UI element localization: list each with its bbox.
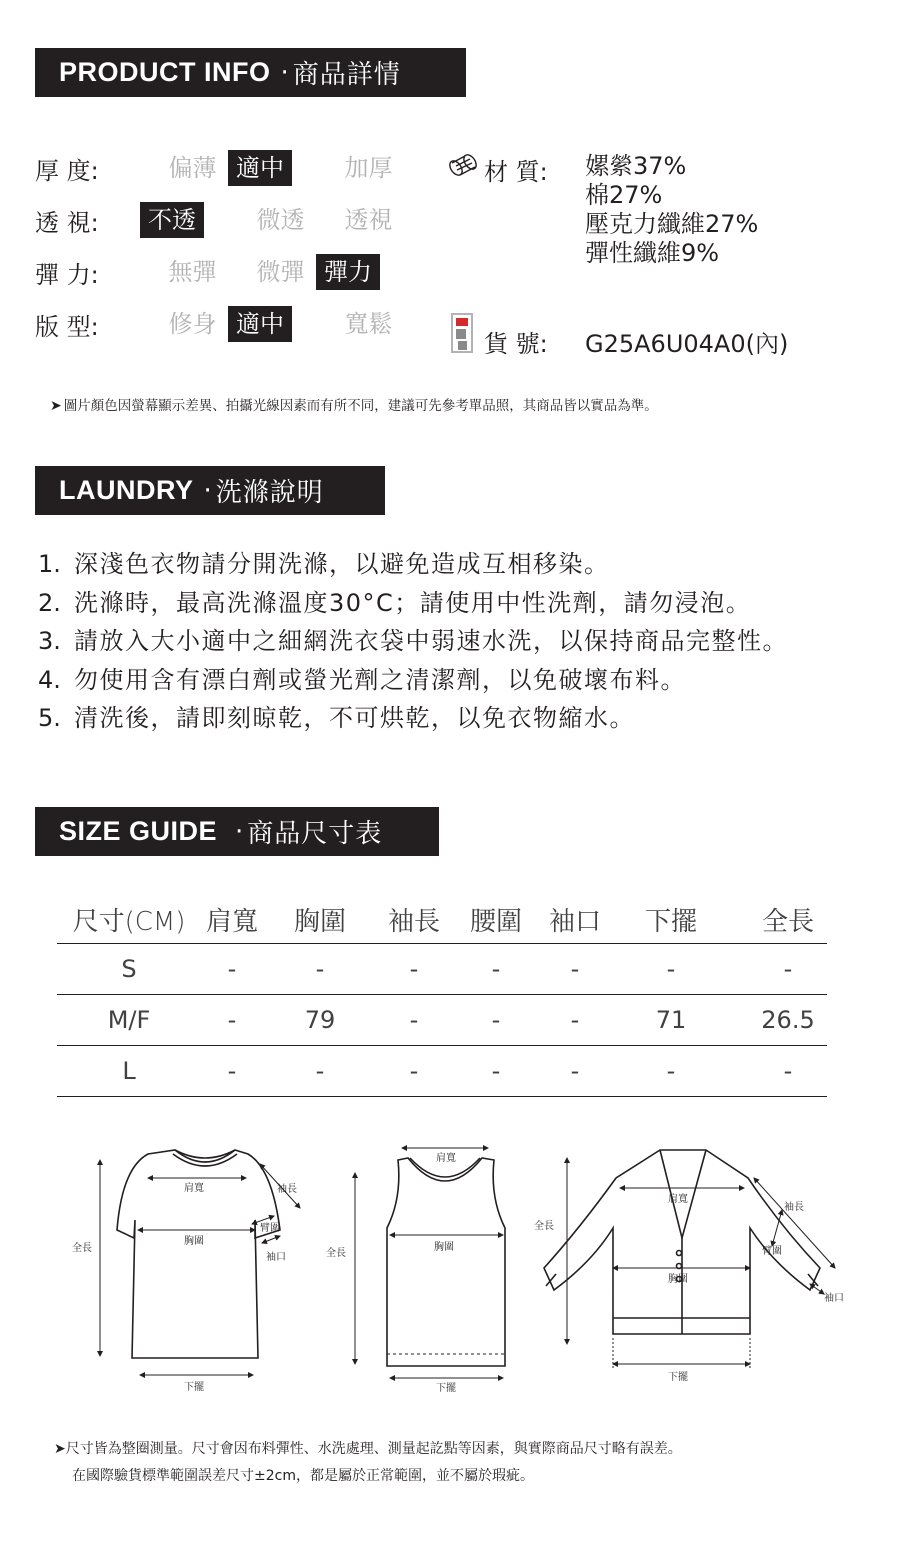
label-shoulder: 肩寬 [436, 1153, 456, 1164]
table-cell: - [315, 1057, 325, 1085]
table-header-cell: 下擺 [644, 906, 697, 937]
attribute-option: 加厚 [344, 154, 393, 182]
label-sleeve: 袖長 [784, 1202, 804, 1213]
sku-label: 貨 號: [484, 330, 548, 358]
label-bust: 胸圍 [184, 1236, 204, 1247]
table-cell: - [227, 955, 237, 983]
laundry-item [38, 548, 788, 587]
label-length: 全長 [72, 1243, 92, 1254]
header-title-en: SIZE GUIDE [59, 816, 218, 846]
header-dot: · [203, 475, 212, 506]
table-header-cell: 胸圍 [293, 906, 346, 937]
label-hem: 下擺 [668, 1372, 688, 1383]
attribute-option-selected: 不透 [140, 202, 204, 238]
tshirt-dress-diagram [117, 1150, 280, 1358]
color-note-text: 圖片顏色因螢幕顯示差異、拍攝光線因素而有所不同，建議可先參考單品照，其商品皆以實品為準。 [63, 398, 658, 414]
table-header-row [57, 895, 827, 944]
label-arm: 臂圍 [260, 1223, 280, 1234]
header-title-zh: 洗滌說明 [215, 478, 324, 508]
attribute-option-selected: 適中 [228, 150, 292, 186]
header-title-zh: 商品詳情 [292, 60, 401, 90]
label-shoulder: 肩寬 [184, 1183, 204, 1194]
table-cell: - [409, 955, 419, 983]
attribute-option: 寬鬆 [344, 310, 393, 338]
laundry-item-number: 2. [38, 588, 61, 617]
header-dot: · [235, 816, 244, 847]
laundry-item-text: 清洗後，請即刻晾乾，不可烘乾，以免衣物縮水。 [74, 704, 635, 732]
table-cell: 79 [304, 1006, 336, 1034]
table-cell: - [783, 955, 793, 983]
table-cell: M/F [107, 1006, 151, 1034]
attribute-label: 版 型: [35, 312, 99, 341]
label-length: 全長 [326, 1248, 346, 1259]
cardigan-diagram [544, 1150, 820, 1334]
material-value: 嫘縈37% [585, 152, 687, 180]
attribute-label: 透 視: [35, 208, 99, 237]
attribute-option: 無彈 [168, 258, 217, 286]
product-info-header [35, 48, 466, 97]
attribute-row [35, 201, 393, 239]
material-label: 材 質: [484, 158, 548, 186]
table-cell: - [570, 1006, 580, 1034]
table-header-cell: 全長 [761, 906, 814, 937]
size-note-line2: 在國際驗貨標準範圍誤差尺寸±2cm，都是屬於正常範圍，並不屬於瑕疵。 [72, 1468, 534, 1484]
laundry-item-number: 1. [38, 550, 61, 578]
label-arm: 臂圍 [762, 1246, 782, 1257]
table-header-cell: 腰圍 [469, 906, 522, 937]
table-cell: S [121, 955, 137, 983]
laundry-item [38, 664, 788, 703]
laundry-item [38, 625, 788, 664]
label-bust: 胸圍 [668, 1274, 688, 1285]
attribute-option: 微透 [256, 206, 305, 234]
material-values [585, 152, 758, 268]
attribute-option: 偏薄 [168, 154, 217, 182]
material-value: 壓克力纖維27% [585, 210, 759, 238]
header-title-en: PRODUCT INFO [59, 57, 271, 87]
attribute-label: 彈 力: [35, 260, 99, 289]
table-cell: - [409, 1006, 419, 1034]
laundry-item-number: 3. [38, 627, 61, 655]
laundry-header [35, 466, 385, 515]
table-cell: - [570, 1057, 580, 1085]
table-row [57, 995, 827, 1046]
size-table [57, 895, 827, 1097]
attribute-option: 微彈 [256, 258, 305, 286]
size-note-line1: 尺寸皆為整圈測量。尺寸會因布料彈性、水洗處理、測量起訖點等因素，與實際商品尺寸略有誤差。 [65, 1441, 682, 1457]
measurement-diagrams [60, 1138, 860, 1408]
attribute-row [35, 305, 393, 343]
table-cell: - [227, 1057, 237, 1085]
header-dot: · [280, 57, 289, 88]
laundry-item-number: 5. [38, 704, 61, 732]
laundry-item-text: 洗滌時，最高洗滌溫度30°C；請使用中性洗劑，請勿浸泡。 [74, 588, 752, 617]
table-header-cell: 肩寬 [205, 906, 258, 937]
header-title-en: LAUNDRY [59, 475, 194, 505]
attribute-label: 厚 度: [35, 156, 99, 185]
laundry-item-text: 勿使用含有漂白劑或螢光劑之清潔劑，以免破壞布料。 [74, 665, 686, 694]
label-cuff: 袖口 [266, 1252, 286, 1263]
laundry-item [38, 587, 788, 626]
sku-value: G25A6U04A0(內) [585, 330, 789, 358]
material-value: 棉27% [585, 181, 663, 209]
label-length: 全長 [534, 1221, 554, 1232]
table-cell: - [409, 1057, 419, 1085]
table-cell: - [783, 1057, 793, 1085]
laundry-item [38, 702, 788, 741]
table-cell: - [666, 1057, 676, 1085]
table-cell: - [227, 1006, 237, 1034]
material-value: 彈性纖維9% [585, 239, 720, 267]
table-cell: 26.5 [761, 1006, 815, 1034]
table-cell: 71 [655, 1006, 687, 1034]
table-cell: - [570, 955, 580, 983]
arrow-right-icon: ➤ [50, 398, 62, 414]
label-cuff: 袖口 [824, 1293, 844, 1304]
table-header-cell: 袖口 [548, 906, 601, 937]
arrow-right-icon: ➤ [54, 1441, 66, 1457]
table-cell: - [491, 955, 501, 983]
header-title-zh: 商品尺寸表 [247, 819, 383, 849]
laundry-list [38, 548, 788, 741]
laundry-item-number: 4. [38, 665, 61, 694]
table-cell: - [315, 955, 325, 983]
label-hem: 下擺 [184, 1382, 204, 1393]
laundry-item-text: 請放入大小適中之細網洗衣袋中弱速水洗，以保持商品完整性。 [74, 627, 788, 655]
attribute-option-selected: 適中 [228, 306, 292, 342]
label-shoulder: 肩寬 [668, 1194, 688, 1205]
size-guide-header [35, 807, 439, 856]
color-note [50, 394, 658, 414]
attribute-option: 修身 [168, 310, 217, 338]
table-row [57, 944, 827, 995]
tag-icon [450, 312, 476, 356]
table-header-cell: 尺寸(CM) [72, 906, 186, 937]
table-cell: L [122, 1057, 136, 1085]
table-row [57, 1046, 827, 1097]
attribute-option: 透視 [344, 206, 393, 234]
tank-top-diagram [387, 1158, 505, 1366]
label-sleeve: 袖長 [277, 1184, 297, 1195]
attribute-row [35, 253, 372, 291]
yarn-spool-icon [448, 154, 480, 178]
attribute-row [35, 149, 393, 187]
size-note [54, 1436, 682, 1490]
label-bust: 胸圍 [434, 1242, 454, 1253]
table-cell: - [666, 955, 676, 983]
label-hem: 下擺 [436, 1383, 456, 1394]
laundry-item-text: 深淺色衣物請分開洗滌，以避免造成互相移染。 [74, 550, 610, 578]
table-cell: - [491, 1057, 501, 1085]
attribute-option-selected: 彈力 [316, 254, 380, 290]
table-header-cell: 袖長 [387, 906, 440, 937]
table-cell: - [491, 1006, 501, 1034]
